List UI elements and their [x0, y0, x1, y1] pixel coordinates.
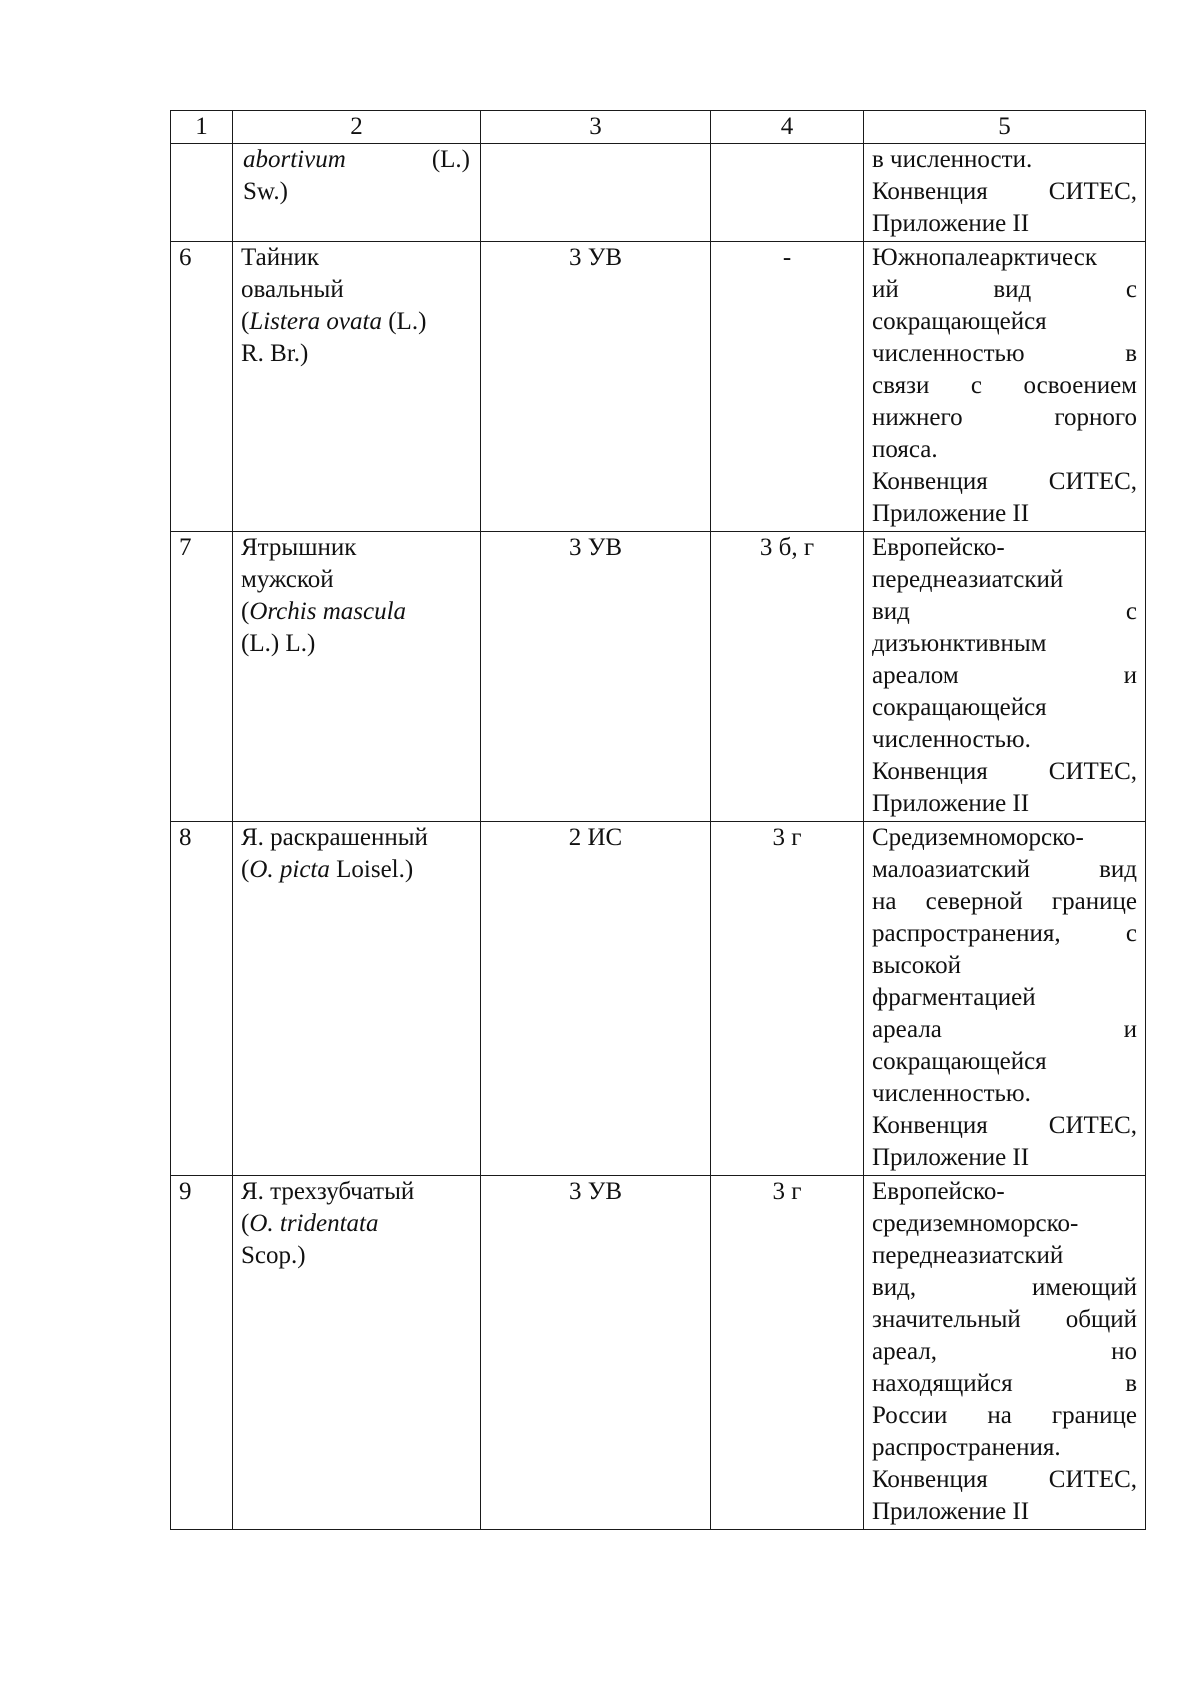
header-col-3: 3: [481, 111, 711, 144]
name-line: R. Br.): [241, 340, 309, 367]
desc-line: Приложение II: [872, 1498, 1030, 1525]
desc-line: сокращающейся: [872, 308, 1047, 335]
desc-line: численностью.: [872, 726, 1031, 753]
table-row: [171, 242, 1146, 532]
latin-italic: abortivum: [243, 146, 346, 173]
desc-line: сокращающейся: [872, 694, 1047, 721]
desc-line: переднеазиатский: [872, 566, 1064, 593]
name-line: овальный: [241, 276, 344, 303]
latin-italic: Listera ovata: [249, 308, 382, 335]
category-cell: -: [711, 242, 864, 532]
desc-line: Конвенция СИТЕС,: [872, 1112, 1137, 1139]
name-line: Я. раскрашенный: [241, 824, 428, 851]
desc-line: Европейско-: [872, 534, 1005, 561]
species-name: [233, 242, 481, 532]
table-row-continuation: [171, 144, 1146, 242]
desc-line: вид, имеющий: [872, 1274, 1137, 1301]
status-cell: 3 УВ: [481, 1176, 711, 1530]
desc-line: пояса.: [872, 436, 938, 463]
desc-line: Южнопалеарктическ: [872, 244, 1097, 271]
desc-line: вид с: [872, 598, 1137, 625]
name-line: [241, 1208, 472, 1240]
name-line: Sw.): [243, 178, 288, 205]
desc-line: дизъюнктивным: [872, 630, 1047, 657]
desc-line: распространения, с: [872, 920, 1137, 947]
desc-line: Приложение II: [872, 210, 1030, 237]
status-cell: 2 ИС: [481, 822, 711, 1176]
category-cell: 3 б, г: [711, 532, 864, 822]
paren: (: [241, 1210, 250, 1237]
name-line: Ятрышник: [241, 534, 357, 561]
desc-line: распространения.: [872, 1434, 1061, 1461]
desc-line: средиземноморско-: [872, 1210, 1079, 1237]
description-cell: [864, 532, 1146, 822]
desc-line: численностью в: [872, 340, 1137, 367]
desc-line: находящийся в: [872, 1370, 1137, 1397]
row-number: 9: [171, 1176, 233, 1530]
name-line: [241, 306, 472, 338]
species-name: [233, 1176, 481, 1530]
name-line: мужской: [241, 566, 334, 593]
desc-line: Приложение II: [872, 790, 1030, 817]
desc-line: переднеазиатский: [872, 1242, 1064, 1269]
desc-line: численностью.: [872, 1080, 1031, 1107]
desc-line: России на границе: [872, 1402, 1137, 1429]
desc-line: ареал, но: [872, 1338, 1137, 1365]
desc-line: Европейско-: [872, 1178, 1005, 1205]
name-line: [243, 144, 470, 176]
paren: (: [241, 308, 250, 335]
desc-line: значительный общий: [872, 1306, 1137, 1333]
desc-line: на северной границе: [872, 888, 1137, 915]
desc-line: ареалом и: [872, 662, 1137, 689]
desc-line: Конвенция СИТЕС,: [872, 1466, 1137, 1493]
header-row: [171, 111, 1146, 144]
latin-rest: (L.): [381, 308, 427, 335]
name-line: [241, 854, 472, 886]
name-line: Scop.): [241, 1242, 306, 1269]
category-cell: 3 г: [711, 1176, 864, 1530]
name-line: Тайник: [241, 244, 320, 271]
species-name: [233, 144, 481, 242]
name-line: (L.) L.): [241, 630, 316, 657]
name-line: [241, 596, 472, 628]
desc-line: малоазиатский вид: [872, 856, 1137, 883]
row-number: 8: [171, 822, 233, 1176]
species-name: [233, 532, 481, 822]
table-row: [171, 822, 1146, 1176]
species-name: [233, 822, 481, 1176]
latin-italic: Orchis mascula: [249, 598, 407, 625]
latin-italic: O. picta: [249, 856, 330, 883]
row-number: 6: [171, 242, 233, 532]
desc-line: сокращающейся: [872, 1048, 1047, 1075]
table-row: [171, 532, 1146, 822]
paren: (: [241, 598, 250, 625]
desc-line: в численности.: [872, 146, 1033, 173]
desc-line: связи с освоением: [872, 372, 1137, 399]
desc-line: высокой: [872, 952, 961, 979]
category-cell: 3 г: [711, 822, 864, 1176]
row-number: 7: [171, 532, 233, 822]
description-cell: [864, 242, 1146, 532]
desc-line: Приложение II: [872, 1144, 1030, 1171]
latin-rest: (L.): [431, 146, 470, 173]
header-col-5: 5: [864, 111, 1146, 144]
species-table: [170, 110, 1146, 1530]
desc-line: фрагментацией: [872, 984, 1036, 1011]
status-cell: [481, 144, 711, 242]
desc-line: Средиземноморско-: [872, 824, 1084, 851]
desc-line: Конвенция СИТЕС,: [872, 468, 1137, 495]
desc-line: ареала и: [872, 1016, 1137, 1043]
description-cell: [864, 1176, 1146, 1530]
name-line: Я. трехзубчатый: [241, 1178, 415, 1205]
desc-line: Приложение II: [872, 500, 1030, 527]
row-number: [171, 144, 233, 242]
category-cell: [711, 144, 864, 242]
desc-line: Конвенция СИТЕС,: [872, 758, 1137, 785]
desc-line: ий вид с: [872, 276, 1137, 303]
table-row: [171, 1176, 1146, 1530]
latin-italic: O. tridentata: [249, 1210, 379, 1237]
paren: (: [241, 856, 250, 883]
status-cell: 3 УВ: [481, 532, 711, 822]
desc-line: нижнего горного: [872, 404, 1137, 431]
status-cell: 3 УВ: [481, 242, 711, 532]
description-cell: [864, 144, 1146, 242]
header-col-1: 1: [171, 111, 233, 144]
description-cell: [864, 822, 1146, 1176]
latin-rest: Loisel.): [329, 856, 414, 883]
header-col-2: 2: [233, 111, 481, 144]
header-col-4: 4: [711, 111, 864, 144]
desc-line: Конвенция СИТЕС,: [872, 178, 1137, 205]
